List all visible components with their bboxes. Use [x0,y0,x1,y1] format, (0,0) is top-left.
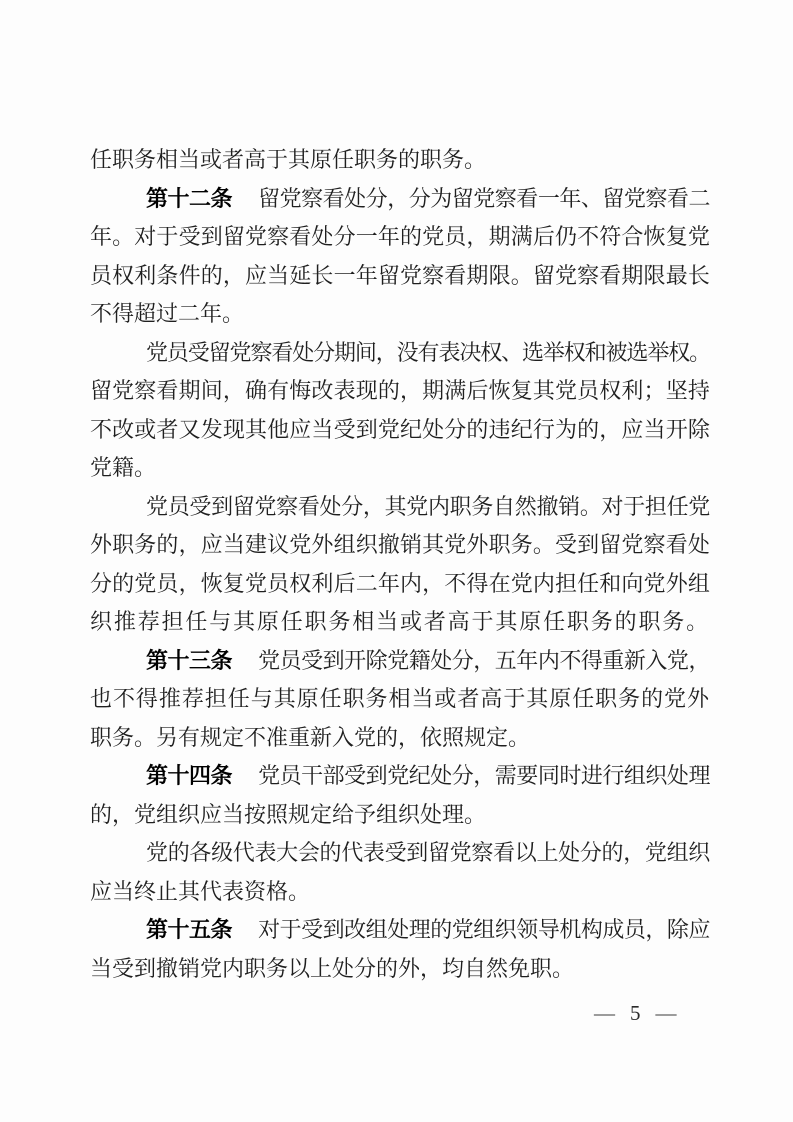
line-text: 不改或者又发现其他应当受到党纪处分的违纪行为的，应当开除 [90,416,710,442]
article-number: 第十四条 [146,763,233,788]
text-line [90,950,710,989]
line-text: 党员受到留党察看处分，其党内职务自然撤销。对于担任党 [146,493,710,519]
line-text: 外职务的，应当建议党外组织撤销其党外职务。受到留党察看处 [90,532,710,557]
text-line [90,565,710,604]
text-line [90,218,710,257]
text-line [90,796,710,835]
article-heading-line [90,642,710,681]
line-text: 不得超过二年。 [90,301,245,326]
line-text: 留党察看期间，确有悔改表现的，期满后恢复其党员权利；坚持 [90,378,710,403]
text-line [90,295,710,334]
article-heading-line [90,757,710,796]
document-text-block [90,141,710,988]
text-line [90,526,710,565]
text-line [90,411,710,450]
line-text: 党员受留党察看处分期间，没有表决权、选举权和被选举权。 [146,339,710,365]
line-text: 任职务相当或者高于其原任职务的职务。 [90,147,487,172]
line-text: 年。对于受到留党察看处分一年的党员，期满后仍不符合恢复党 [90,224,710,249]
line-text: 对于受到改组处理的党组织领导机构成员，除应 [258,917,710,942]
line-text: 党员受到开除党籍处分，五年内不得重新入党， [258,647,710,673]
line-text: 分的党员，恢复党员权利后二年内，不得在党内担任和向党外组 [90,570,710,596]
text-line [90,372,710,411]
line-text: 党籍。 [90,455,157,480]
line-text: 的，党组织应当按照规定给予组织处理。 [90,801,487,827]
page-number-left-dash: — [594,1001,615,1025]
line-text: 留党察看处分，分为留党察看一年、留党察看二 [258,185,710,211]
page-number-value: 5 [630,1001,641,1025]
text-line [90,141,710,180]
article-number: 第十二条 [146,185,233,211]
line-text: 织推荐担任与其原任职务相当或者高于其原任职务的职务。 [90,609,710,634]
line-text: 应当终止其代表资格。 [90,878,311,904]
text-line [90,680,710,719]
page-number [594,1001,677,1026]
text-line [90,257,710,296]
text-line [90,834,710,873]
text-line [90,603,710,642]
article-heading-line [90,180,710,219]
text-line [90,449,710,488]
text-line [90,719,710,758]
article-number: 第十三条 [146,647,233,673]
text-line [90,334,710,373]
line-text: 党的各级代表大会的代表受到留党察看以上处分的，党组织 [146,840,710,865]
page-number-right-dash: — [655,1001,677,1025]
text-line [90,488,710,527]
line-text: 党员干部受到党纪处分，需要同时进行组织处理 [258,763,710,788]
line-text: 员权利条件的，应当延长一年留党察看期限。留党察看期限最长 [90,262,710,288]
text-line [90,873,710,912]
line-text: 职务。另有规定不准重新入党的，依照规定。 [90,724,531,750]
line-text: 当受到撤销党内职务以上处分的外，均自然免职。 [90,955,575,981]
article-heading-line [90,911,710,950]
article-number: 第十五条 [146,917,233,942]
line-text: 也不得推荐担任与其原任职务相当或者高于其原任职务的党外 [90,686,710,711]
